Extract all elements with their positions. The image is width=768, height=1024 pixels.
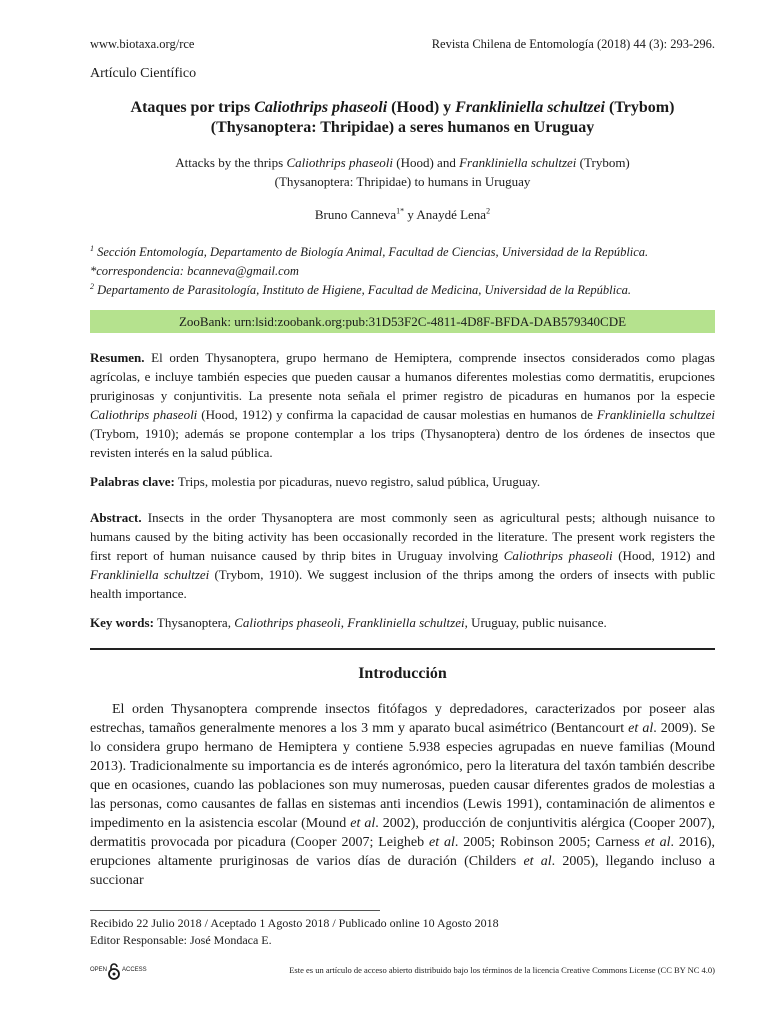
species-name: Caliothrips phaseoli bbox=[234, 615, 341, 630]
affiliation-text: Sección Entomología, Departamento de Biología Animal, Facultad de Ciencias, Universidad de la República. bbox=[94, 245, 649, 259]
intro-text: . 2005), llegando incluso a succionar bbox=[90, 854, 715, 888]
keywords-label: Key words: bbox=[90, 615, 154, 630]
abstract-text: Insects in the order Thysanoptera are most commonly seen as agricultural pests; although nuisance to humans caused by the biting activity has been occasionally recorded in the literature. The present work registers the first report of human nuisance caused by thrip bites in Uruguay involving bbox=[90, 510, 715, 563]
publication-dates: Recibido 22 Julio 2018 / Aceptado 1 Agosto 2018 / Publicado online 10 Agosto 2018 bbox=[90, 916, 499, 930]
open-access-text: OPEN bbox=[90, 967, 108, 973]
section-divider bbox=[90, 648, 715, 650]
key-words bbox=[90, 613, 715, 632]
author-affiliation-mark: 1* bbox=[396, 206, 405, 216]
intro-text: . 2002), producción de conjuntivitis alérgica (Cooper 2007), dermatitis provocada por picadura (Cooper 2007; Leigheb bbox=[90, 816, 715, 850]
intro-text: . 2016), erupciones altamente pruriginosas de varios días de duración (Childers bbox=[90, 835, 716, 869]
responsible-editor: Editor Responsable: José Mondaca E. bbox=[90, 933, 272, 947]
keywords-text: , Uruguay, public nuisance. bbox=[464, 615, 607, 630]
keywords-text: , bbox=[340, 615, 348, 630]
affiliation-mark: 2 bbox=[90, 281, 94, 291]
title-species: Caliothrips phaseoli bbox=[254, 99, 388, 116]
resumen-paragraph bbox=[90, 348, 715, 462]
section-heading: Introducción bbox=[358, 665, 447, 682]
license-statement: Este es un artículo de acceso abierto distribuido bajo los términos de la licencia Creative Commons License (CC BY NC 4.0) bbox=[289, 965, 715, 975]
footnote-divider bbox=[90, 910, 380, 911]
abstract-text: (Hood, 1912) and bbox=[612, 548, 715, 563]
subtitle-species: Frankliniella schultzei bbox=[459, 155, 577, 170]
title-text: (Thysanoptera: Thripidae) a seres humanos en Uruguay bbox=[210, 119, 595, 136]
resumen-text: (Hood, 1912) y confirma la capacidad de causar molestias en humanos de bbox=[197, 407, 597, 422]
title-text: (Hood) y bbox=[387, 99, 456, 116]
open-lock-icon bbox=[108, 962, 120, 980]
affiliations bbox=[90, 243, 715, 300]
article-title bbox=[90, 98, 715, 138]
citation-etal: et al bbox=[644, 835, 671, 850]
affiliation-text: Departamento de Parasitología, Instituto de Higiene, Facultad de Medicina, Universidad de la República. bbox=[94, 283, 632, 297]
correspondence[interactable]: *correspondencia: bcanneva@gmail.com bbox=[90, 264, 299, 278]
open-access-logo bbox=[90, 962, 147, 980]
subtitle-text: (Hood) and bbox=[393, 155, 460, 170]
journal-citation: Revista Chilena de Entomología (2018) 44 (3): 293-296. bbox=[431, 37, 715, 51]
abstract-paragraph bbox=[90, 508, 715, 603]
open-access-text: ACCESS bbox=[122, 967, 147, 973]
author-list bbox=[90, 207, 715, 223]
subtitle-text: (Thysanoptera: Thripidae) to humans in Uruguay bbox=[274, 174, 531, 189]
introduction-paragraph bbox=[90, 700, 715, 890]
citation-etal: et al bbox=[350, 816, 376, 831]
article-type: Artículo Científico bbox=[90, 66, 197, 81]
keywords-text: Thysanoptera, bbox=[153, 615, 235, 630]
intro-text: . 2005; Robinson 2005; Carness bbox=[454, 835, 645, 850]
subtitle-text: (Trybom) bbox=[576, 155, 630, 170]
subtitle-text: Attacks by the thrips bbox=[175, 155, 287, 170]
abstract-label: Abstract. bbox=[90, 510, 142, 525]
title-text: (Trybom) bbox=[604, 99, 675, 116]
resumen-text: (Trybom, 1910); además se propone contemplar a los trips (Thysanoptera) dentro de los órdenes de insectos que revisten interés en la salud pública. bbox=[90, 426, 715, 460]
species-name: Caliothrips phaseoli bbox=[90, 407, 198, 422]
affiliation-2 bbox=[90, 281, 715, 300]
author-name: Bruno Canneva bbox=[314, 207, 397, 222]
title-text: Ataques por trips bbox=[130, 99, 255, 116]
species-name: Frankliniella schultzei bbox=[90, 567, 210, 582]
author-affiliation-mark: 2 bbox=[486, 206, 491, 216]
intro-text: El orden Thysanoptera comprende insectos fitófagos y depredadores, caracterizados por poseer alas estrechas, tamaños generalmente menores a los 3 mm y aparato bucal asimétrico (Bentancourt bbox=[90, 702, 715, 736]
species-name: Frankliniella schultzei bbox=[347, 615, 465, 630]
subtitle-species: Caliothrips phaseoli bbox=[286, 155, 393, 170]
english-title bbox=[90, 153, 715, 191]
abstract-text: (Trybom, 1910). We suggest inclusion of the thrips among the orders of insects with public health importance. bbox=[90, 567, 715, 601]
resumen-label: Resumen. bbox=[90, 350, 145, 365]
zoobank-identifier[interactable]: ZooBank: urn:lsid:zoobank.org:pub:31D53F2C-4811-4D8F-BFDA-DAB579340CDE bbox=[90, 310, 715, 333]
citation-etal: et al bbox=[428, 835, 455, 850]
palabras-text: Trips, molestia por picaduras, nuevo registro, salud pública, Uruguay. bbox=[174, 474, 541, 489]
intro-text: . 2009). Se lo considera grupo hermano de Hemiptera y contiene 5.938 especies agrupadas en nueve familias (Mound 2013). Tradicionalmente su importancia es de interés agronómico, pero la literatura del taxón también describe que en ocasiones, cuando las poblaciones son muy numerosas, pueden causar diferentes grados de molestias a las personas, como causantes de fallas en sistemas anti incendios (Lewis 1991), contaminación de alimentos e impedimento en la asistencia escolar (Mound bbox=[90, 721, 715, 831]
author-separator: y bbox=[404, 207, 417, 222]
citation-etal: et al bbox=[628, 721, 654, 736]
palabras-label: Palabras clave: bbox=[90, 474, 175, 489]
affiliation-1 bbox=[90, 243, 715, 262]
palabras-clave bbox=[90, 472, 715, 491]
author-name: Anaydé Lena bbox=[416, 207, 487, 222]
species-name: Frankliniella schultzei bbox=[596, 407, 715, 422]
citation-etal: et al bbox=[523, 854, 552, 869]
affiliation-mark: 1 bbox=[90, 243, 94, 253]
open-access-footer bbox=[90, 962, 715, 980]
resumen-text: El orden Thysanoptera, grupo hermano de Hemiptera, comprende insectos considerados como plagas agrícolas, e incluye también especies que pueden causar a humanos diferentes molestias como dermatitis, erupciones pruriginosas y conjuntivitis. La presente nota señala el primer registro de picaduras en humanos por la especie bbox=[90, 350, 715, 403]
species-name: Caliothrips phaseoli bbox=[503, 548, 613, 563]
title-species: Frankliniella schultzei bbox=[455, 99, 605, 116]
journal-url[interactable]: www.biotaxa.org/rce bbox=[90, 37, 195, 51]
